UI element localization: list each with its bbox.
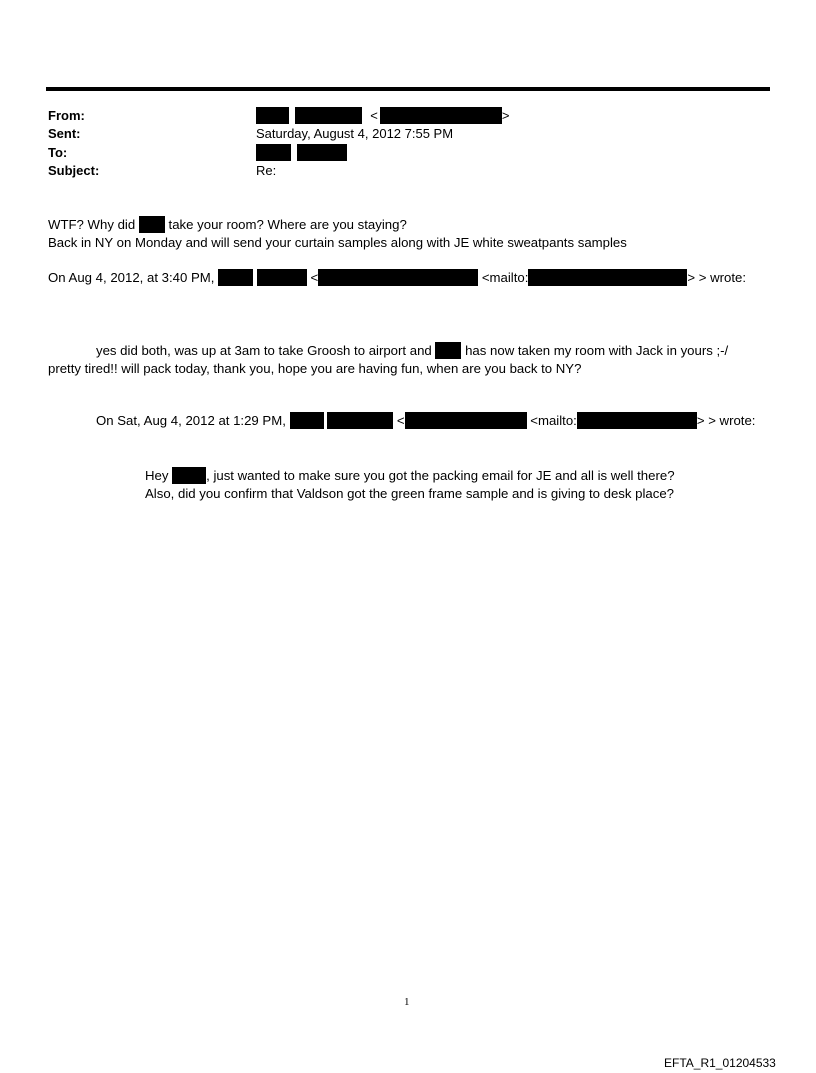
original-line-1	[145, 467, 675, 484]
subject-label: Subject:	[48, 163, 100, 178]
document-id: EFTA_R1_01204533	[664, 1056, 776, 1070]
quote-text: <	[310, 270, 319, 285]
page-number: 1	[404, 996, 410, 1008]
quote-text: > > wrote:	[687, 270, 747, 285]
redaction-block	[295, 107, 362, 124]
from-value	[256, 107, 509, 124]
sent-label: Sent:	[48, 126, 81, 141]
body-line-2: Back in NY on Monday and will send your curtain samples along with JE white sweatpants samples	[48, 235, 627, 250]
quote-text: <mailto:	[481, 270, 529, 285]
from-label: From:	[48, 108, 85, 123]
redaction-block	[435, 342, 461, 359]
sent-value: Saturday, August 4, 2012 7:55 PM	[256, 126, 454, 141]
redaction-block	[327, 412, 393, 429]
redaction-block	[257, 269, 307, 286]
quote-text: On Aug 4, 2012, at 3:40 PM,	[48, 270, 215, 285]
subject-value: Re:	[256, 163, 277, 178]
quote-header-1	[48, 269, 746, 286]
reply-line-1	[96, 342, 728, 359]
from-lt: <	[370, 108, 378, 123]
redaction-block	[256, 107, 289, 124]
redaction-block	[297, 144, 347, 161]
redaction-block	[256, 144, 291, 161]
reply-text: yes did both, was up at 3am to take Groosh to airport and	[96, 343, 432, 358]
original-line-2: Also, did you confirm that Valdson got the green frame sample and is giving to desk place?	[145, 486, 675, 501]
redaction-block	[528, 269, 687, 286]
to-value	[256, 144, 347, 161]
quote-header-2	[96, 412, 755, 429]
quote-text: On Sat, Aug 4, 2012 at 1:29 PM,	[96, 413, 286, 428]
quote-text: <	[396, 413, 405, 428]
original-text: , just wanted to make sure you got the packing email for JE and all is well there?	[206, 468, 675, 483]
original-text: Hey	[145, 468, 169, 483]
from-gt: >	[501, 108, 510, 123]
body-line-1	[48, 216, 407, 233]
redaction-block	[290, 412, 324, 429]
redaction-block	[218, 269, 253, 286]
redaction-block	[577, 412, 697, 429]
body-text: take your room? Where are you staying?	[168, 217, 407, 232]
quote-text: > > wrote:	[696, 413, 756, 428]
quote-text: <mailto:	[530, 413, 577, 428]
redaction-block	[172, 467, 206, 484]
reply-text: has now taken my room with Jack in yours ;-/	[465, 343, 729, 358]
reply-line-2: pretty tired!! will pack today, thank you, hope you are having fun, when are you back to NY?	[48, 361, 582, 376]
redaction-block	[405, 412, 527, 429]
redaction-block	[139, 216, 165, 233]
redaction-block	[318, 269, 478, 286]
body-text: WTF? Why did	[48, 217, 136, 232]
redaction-block	[380, 107, 502, 124]
to-label: To:	[48, 145, 68, 160]
header-rule	[46, 87, 770, 91]
